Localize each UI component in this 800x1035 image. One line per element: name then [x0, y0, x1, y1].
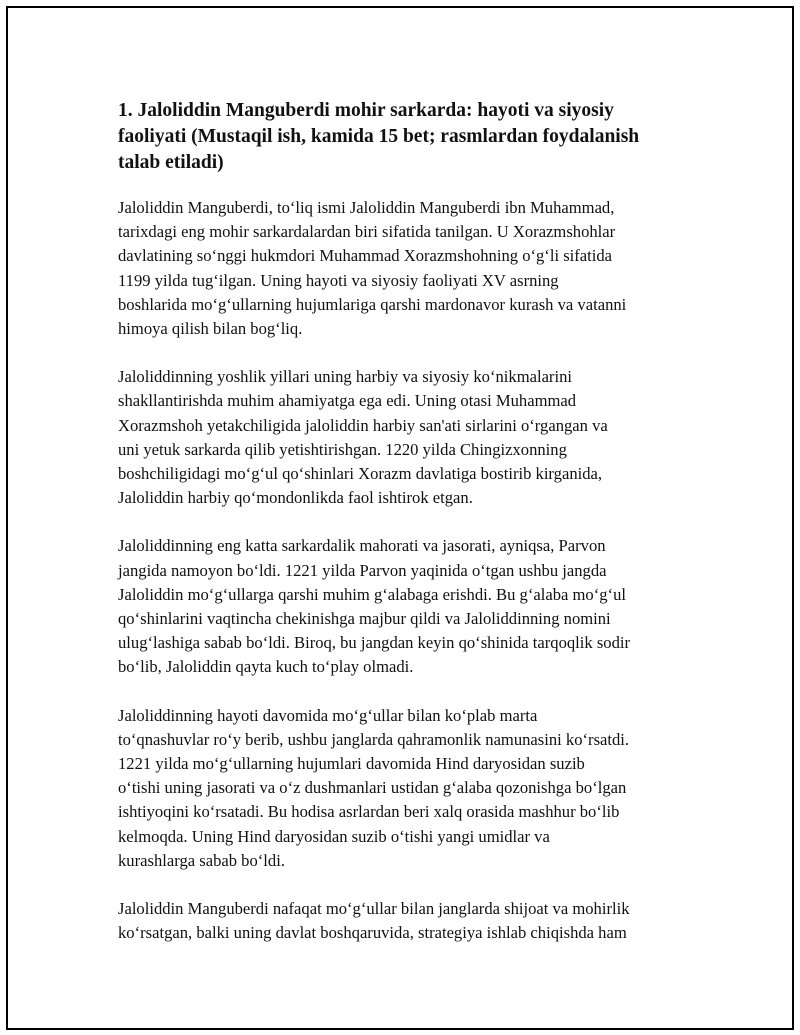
document-page: [6, 6, 794, 1030]
text-line: kurashlarga sabab bo‘ldi.: [118, 850, 285, 870]
text-line: qo‘shinlarini vaqtincha chekinishga majbur qildi va Jaloliddinning nomini: [118, 609, 611, 629]
title-line: talab etiladi): [118, 152, 224, 173]
text-line: ko‘rsatgan, balki uning davlat boshqaruvida, strategiya ishlab chiqishda ham: [118, 923, 627, 943]
paragraph-governance: [118, 897, 718, 945]
text-line: bo‘lib, Jaloliddin qayta kuch to‘play olmadi.: [118, 657, 414, 677]
text-line: Jaloliddinning eng katta sarkardalik mahorati va jasorati, ayniqsa, Parvon: [118, 536, 606, 556]
title-line: 1. Jaloliddin Manguberdi mohir sarkarda: hayoti va siyosiy: [118, 100, 614, 121]
text-line: ishtiyoqini ko‘rsatadi. Bu hodisa asrlardan beri xalq orasida mashhur bo‘lib: [118, 802, 620, 822]
text-line: Jaloliddinning yoshlik yillari uning harbiy va siyosiy ko‘nikmalarini: [118, 367, 572, 387]
text-line: Jaloliddin Manguberdi nafaqat mo‘g‘ullar bilan janglarda shijoat va mohirlik: [118, 899, 630, 919]
text-line: Jaloliddin mo‘g‘ullarga qarshi muhim g‘alabaga erishdi. Bu g‘alaba mo‘g‘ul: [118, 584, 626, 604]
text-line: shakllantirishda muhim ahamiyatga ega edi. Uning otasi Muhammad: [118, 391, 577, 411]
text-line: uni yetuk sarkarda qilib yetishtirishgan. 1220 yilda Chingizxonning: [118, 439, 567, 459]
text-line: Jaloliddinning hayoti davomida mo‘g‘ullar bilan ko‘plab marta: [118, 705, 538, 725]
text-line: davlatining so‘nggi hukmdori Muhammad Xorazmshohning o‘g‘li sifatida: [118, 246, 613, 266]
text-line: Xorazmshoh yetakchiligida jaloliddin harbiy san'ati sirlarini o‘rgangan va: [118, 415, 608, 435]
paragraph-youth: [118, 365, 718, 510]
paragraph-indus: [118, 704, 718, 873]
document-title: [118, 98, 718, 176]
text-line: boshlarida mo‘g‘ullarning hujumlariga qarshi mardonavor kurash va vatanni: [118, 294, 627, 314]
text-line: to‘qnashuvlar ro‘y berib, ushbu janglarda qahramonlik namunasini ko‘rsatdi.: [118, 729, 630, 749]
text-line: kelmoqda. Uning Hind daryosidan suzib o‘tishi yangi umidlar va: [118, 826, 550, 846]
text-line: 1199 yilda tug‘ilgan. Uning hayoti va siyosiy faoliyati XV asrning: [118, 270, 559, 290]
text-line: Jaloliddin harbiy qo‘mondonlikda faol ishtirok etgan.: [118, 488, 473, 508]
text-line: ulug‘lashiga sabab bo‘ldi. Biroq, bu jangdan keyin qo‘shinida tarqoqlik sodir: [118, 633, 631, 653]
title-line: faoliyati (Mustaqil ish, kamida 15 bet; rasmlardan foydalanish: [118, 126, 640, 147]
paragraph-intro: [118, 196, 718, 341]
text-line: 1221 yilda mo‘g‘ullarning hujumlari davomida Hind daryosidan suzib: [118, 754, 585, 774]
paragraph-parvon: [118, 534, 718, 679]
text-line: o‘tishi uning jasorati va o‘z dushmanlari ustidan g‘alaba qozonishga bo‘lgan: [118, 778, 627, 798]
text-line: jangida namoyon bo‘ldi. 1221 yilda Parvon yaqinida o‘tgan ushbu jangda: [118, 560, 607, 580]
text-line: himoya qilish bilan bog‘liq.: [118, 319, 303, 339]
text-line: Jaloliddin Manguberdi, to‘liq ismi Jaloliddin Manguberdi ibn Muhammad,: [118, 198, 615, 217]
text-line: boshchiligidagi mo‘g‘ul qo‘shinlari Xorazm davlatiga bostirib kirganida,: [118, 464, 603, 484]
document-content: [118, 98, 718, 969]
text-line: tarixdagi eng mohir sarkardalardan biri sifatida tanilgan. U Xorazmshohlar: [118, 222, 616, 242]
